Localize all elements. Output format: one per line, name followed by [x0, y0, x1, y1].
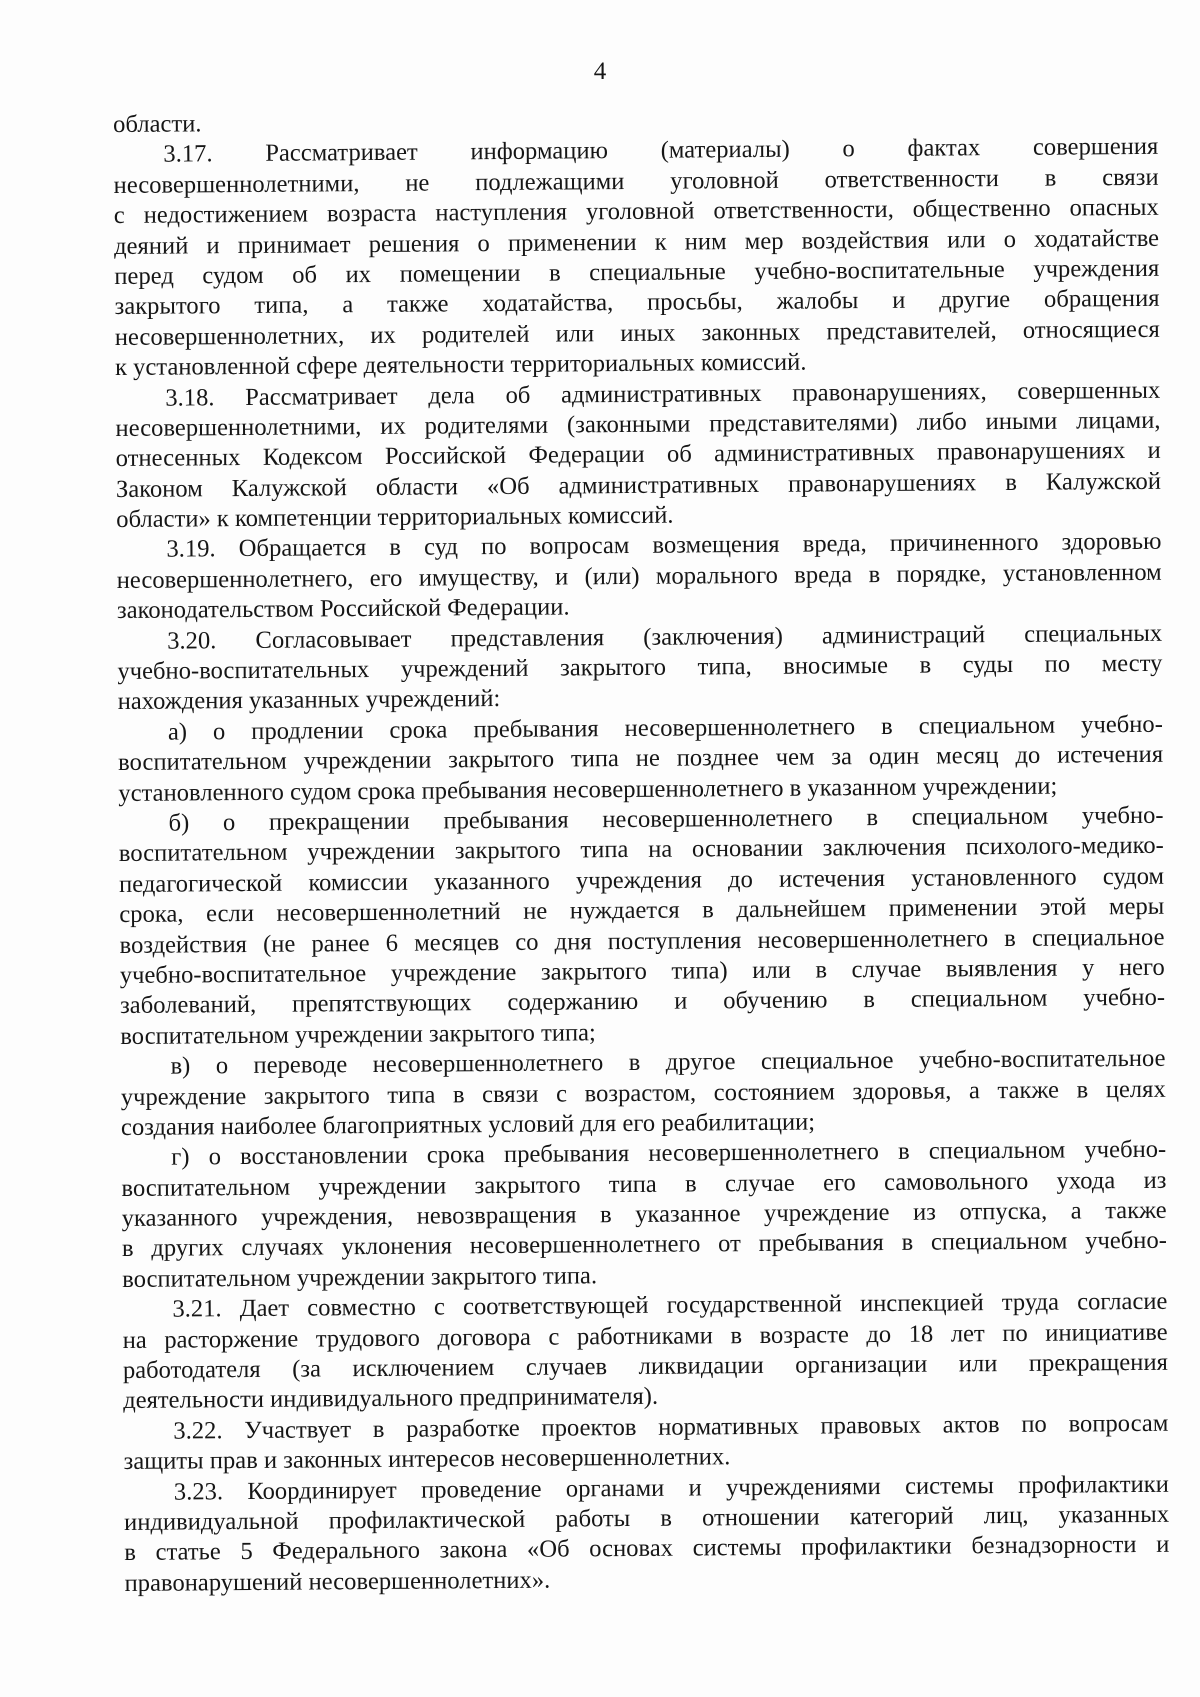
document-line: несовершеннолетнего, его имуществу, и (или) морального вреда в порядке, установленном: [116, 558, 1162, 594]
document-line: срока, если несовершеннолетний не нуждается в дальнейшем применении этой меры: [119, 892, 1165, 929]
document-line: учебно-воспитательных учреждений закрытого типа, вносимые в суды по месту: [117, 649, 1163, 686]
document-body-text: [113, 102, 1170, 1599]
document-line: 3.19. Обращается в суд по вопросам возмещения вреда, причиненного здоровью: [166, 528, 1162, 564]
document-line: воспитательном учреждении закрытого типа на основании заключения психолого-медико-: [118, 832, 1164, 868]
document-line: деяний и принимает решения о применении к ним мер воздействия или о ходатайстве: [113, 224, 1160, 260]
document-line: педагогической комиссии указанного учреждения до истечения установленного судом: [118, 862, 1165, 898]
document-line: с недостижением возраста наступления уголовной ответственности, общественно опасных: [113, 193, 1159, 230]
document-line: воздействия (не ранее 6 месяцев со дня поступления несовершеннолетнего в специальное: [119, 923, 1165, 959]
document-line: 3.20. Согласовывает представления (заключения) администраций специальных: [167, 619, 1163, 655]
document-line: воспитательном учреждении закрытого типа в случае его самовольного ухода из: [121, 1166, 1167, 1202]
document-line: отнесенных Кодексом Российской Федерации об административных правонарушениях и: [115, 437, 1161, 473]
document-line: установленного судом срока пребывания несовершеннолетнего в указанном учреждении;: [118, 772, 1058, 807]
document-line: 3.18. Рассматривает дела об административных правонарушениях, совершенных: [165, 376, 1161, 412]
document-line: несовершеннолетними, не подлежащими уголовной ответственности в связи: [113, 163, 1159, 199]
document-line: несовершеннолетних, их родителей или иных законных представителей, относящиеся: [114, 315, 1160, 351]
document-line: защиты прав и законных интересов несовершеннолетних.: [123, 1443, 731, 1476]
document-line: несовершеннолетними, их родителями (законными представителями) либо иными лицами,: [115, 406, 1161, 442]
document-line: 3.22. Участвует в разработке проектов нормативных правовых актов по вопросам: [173, 1409, 1169, 1445]
document-line: правонарушений несовершеннолетних».: [124, 1566, 551, 1597]
document-line: нахождения указанных учреждений:: [117, 685, 501, 716]
document-line: законодательством Российской Федерации.: [116, 593, 570, 625]
document-line: заболеваний, препятствующих содержанию и обучению в специальном учебно-: [119, 984, 1166, 1020]
document-line: создания наиболее благоприятных условий для его реабилитации;: [120, 1108, 816, 1141]
document-line: в) о переводе несовершеннолетнего в другое специальное учебно-воспитательное: [170, 1044, 1166, 1080]
document-line: учебно-воспитательное учреждение закрытого типа) или в случае выявления у него: [119, 953, 1165, 989]
document-line: Законом Калужской области «Об административных правонарушениях в Калужской: [115, 467, 1162, 503]
document-line: на расторжение трудового договора с работниками в возрасте до 18 лет по инициативе: [122, 1318, 1168, 1354]
document-line: в статье 5 Федерального закона «Об основах системы профилактики безнадзорности и: [124, 1531, 1170, 1567]
page-number: 4: [593, 58, 607, 85]
document-line: закрытого типа, а также ходатайства, просьбы, жалобы и другие обращения: [114, 285, 1160, 321]
document-line: учреждение закрытого типа в связи с возрастом, состоянием здоровья, а также в целях: [120, 1075, 1166, 1111]
document-line: индивидуальной профилактической работы в отношении категорий лиц, указанных: [123, 1500, 1170, 1536]
document-line: перед судом об их помещении в специальные учебно-воспитательные учреждения: [114, 254, 1160, 290]
document-line: области» к компетенции территориальных комиссий.: [116, 501, 674, 534]
document-line: 3.21. Дает совместно с соответствующей государственной инспекцией труда согласие: [172, 1287, 1168, 1323]
document-line: а) о продлении срока пребывания несовершеннолетнего в специальном учебно-: [167, 710, 1163, 746]
document-line: деятельности индивидуального предпринимателя).: [123, 1383, 659, 1415]
document-line: г) о восстановлении срока пребывания несовершеннолетнего в специальном учебно-: [171, 1136, 1167, 1171]
document-line: указанного учреждения, невозвращения в указанное учреждение из отпуска, а также: [121, 1196, 1167, 1233]
document-line: работодателя (за исключением случаев ликвидации организации или прекращения: [122, 1348, 1168, 1384]
document-line: в других случаях уклонения несовершеннолетнего от пребывания в специальном учебно-: [121, 1227, 1168, 1263]
document-line: 3.23. Координирует проведение органами и учреждениями системы профилактики: [173, 1470, 1169, 1506]
document-line: к установленной сфере деятельности территориальных комиссий.: [114, 348, 807, 382]
document-line: б) о прекращении пребывания несовершеннолетнего в специальном учебно-: [168, 801, 1164, 837]
document-line: воспитательном учреждении закрытого типа;: [120, 1018, 596, 1050]
document-line: области.: [113, 110, 202, 138]
document-line: воспитательном учреждении закрытого типа не позднее чем за один месяц до истечения: [118, 740, 1164, 777]
document-line: воспитательном учреждении закрытого типа.: [122, 1262, 598, 1293]
document-line: 3.17. Рассматривает информацию (материалы) о фактах совершения: [163, 133, 1159, 168]
